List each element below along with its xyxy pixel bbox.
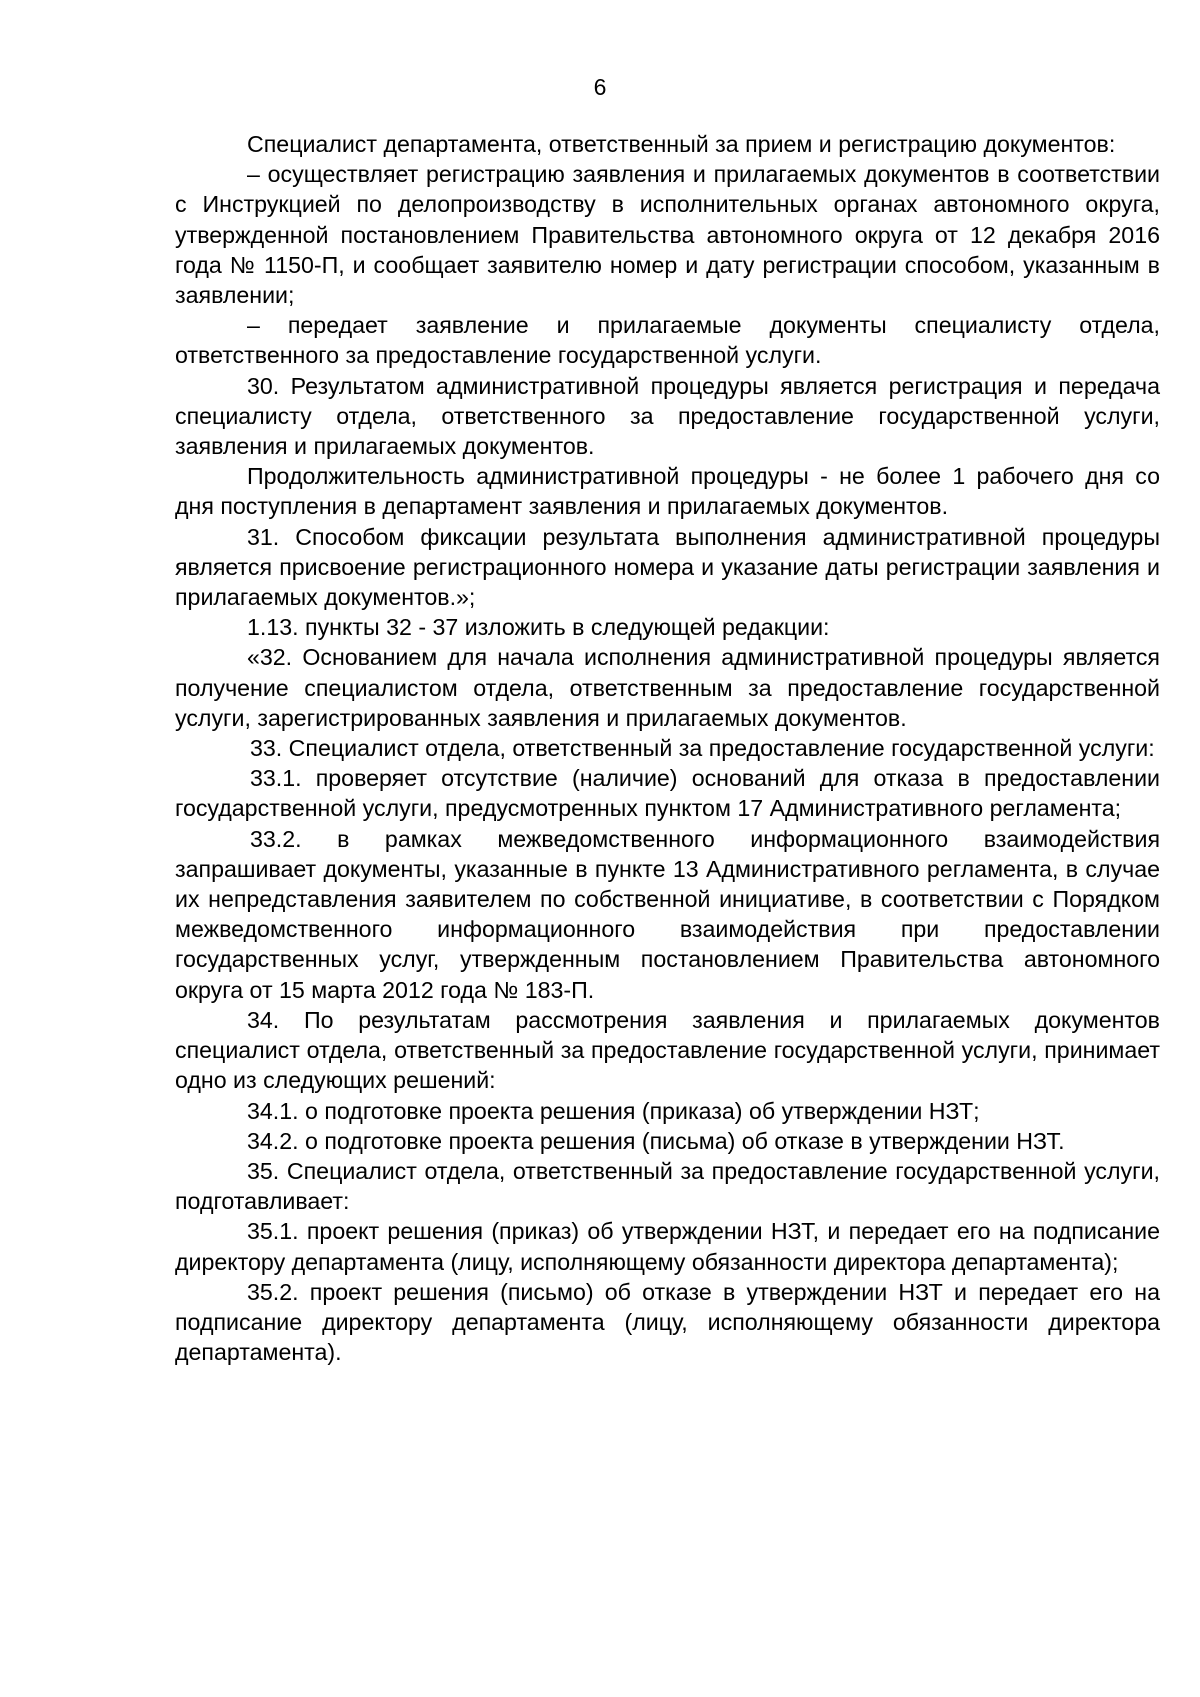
paragraph-item-33-1: 33.1. проверяет отсутствие (наличие) оснований для отказа в предоставлении государственной услуги, предусмотренных пунктом 17 Административного регламента;	[175, 765, 1160, 822]
page-number: 6	[593, 74, 607, 100]
paragraph-item-33: 33. Специалист отдела, ответственный за предоставление государственной услуги:	[250, 735, 1155, 762]
paragraph-item-34: 34. По результатам рассмотрения заявления и прилагаемых документов специалист отдела, ответственный за предоставление государственной услуги, принимает одно из следующих решений:	[175, 1006, 1160, 1094]
paragraph-item-33-2: 33.2. в рамках межведомственного информационного взаимодействия запрашивает документы, указанные в пункте 13 Административного регламента, в случае их непредставления заявителем по собственной инициативе, в соответствии с Порядком межведомственного информационного взаимодействия при предоставлении государственных услуг, утвержденным постановлением Правительства автономного округа от 15 марта 2012 года № 183-П.	[175, 825, 1160, 1003]
paragraph-item-31: 31. Способом фиксации результата выполнения административной процедуры является присвоение регистрационного номера и указание даты регистрации заявления и прилагаемых документов.»;	[175, 523, 1160, 611]
paragraph-item-34-1: 34.1. о подготовке проекта решения (приказа) об утверждении НЗТ;	[247, 1097, 980, 1124]
paragraph-registration-duty: – осуществляет регистрацию заявления и прилагаемых документов в соответствии с Инструкцией по делопроизводству в исполнительных органах автономного округа, утвержденной постановлением Правительства автономного округа от 12 декабря 2016 года № 1150-П, и сообщает заявителю номер и дату регистрации способом, указанным в заявлении;	[175, 161, 1160, 309]
paragraph-item-34-2: 34.2. о подготовке проекта решения (письма) об отказе в утверждении НЗТ.	[247, 1127, 1065, 1154]
paragraph-transfer-duty: – передает заявление и прилагаемые документы специалисту отдела, ответственного за предоставление государственной услуги.	[175, 312, 1160, 369]
paragraph-duration: Продолжительность административной процедуры - не более 1 рабочего дня со дня поступления в департамент заявления и прилагаемых документов.	[175, 463, 1160, 520]
paragraph-item-1-13: 1.13. пункты 32 - 37 изложить в следующей редакции:	[247, 614, 830, 641]
paragraph-item-35: 35. Специалист отдела, ответственный за предоставление государственной услуги, подготавливает:	[175, 1157, 1160, 1215]
paragraph-item-32: «32. Основанием для начала исполнения административной процедуры является получение специалистом отдела, ответственным за предоставление государственной услуги, зарегистрированных заявления и прилагаемых документов.	[175, 644, 1160, 731]
paragraph-item-35-1: 35.1. проект решения (приказ) об утверждении НЗТ, и передает его на подписание директору департамента (лицу, исполняющему обязанности директора департамента);	[175, 1218, 1160, 1275]
paragraph-item-35-2: 35.2. проект решения (письмо) об отказе в утверждении НЗТ и передает его на подписание директору департамента (лицу, исполняющему обязанности директора департамента).	[175, 1278, 1160, 1366]
document-body	[175, 129, 1160, 1367]
paragraph-specialist-intro: Специалист департамента, ответственный за прием и регистрацию документов:	[247, 131, 1116, 157]
paragraph-item-30: 30. Результатом административной процедуры является регистрация и передача специалисту отдела, ответственного за предоставление государственной услуги, заявления и прилагаемых документов.	[175, 372, 1160, 460]
